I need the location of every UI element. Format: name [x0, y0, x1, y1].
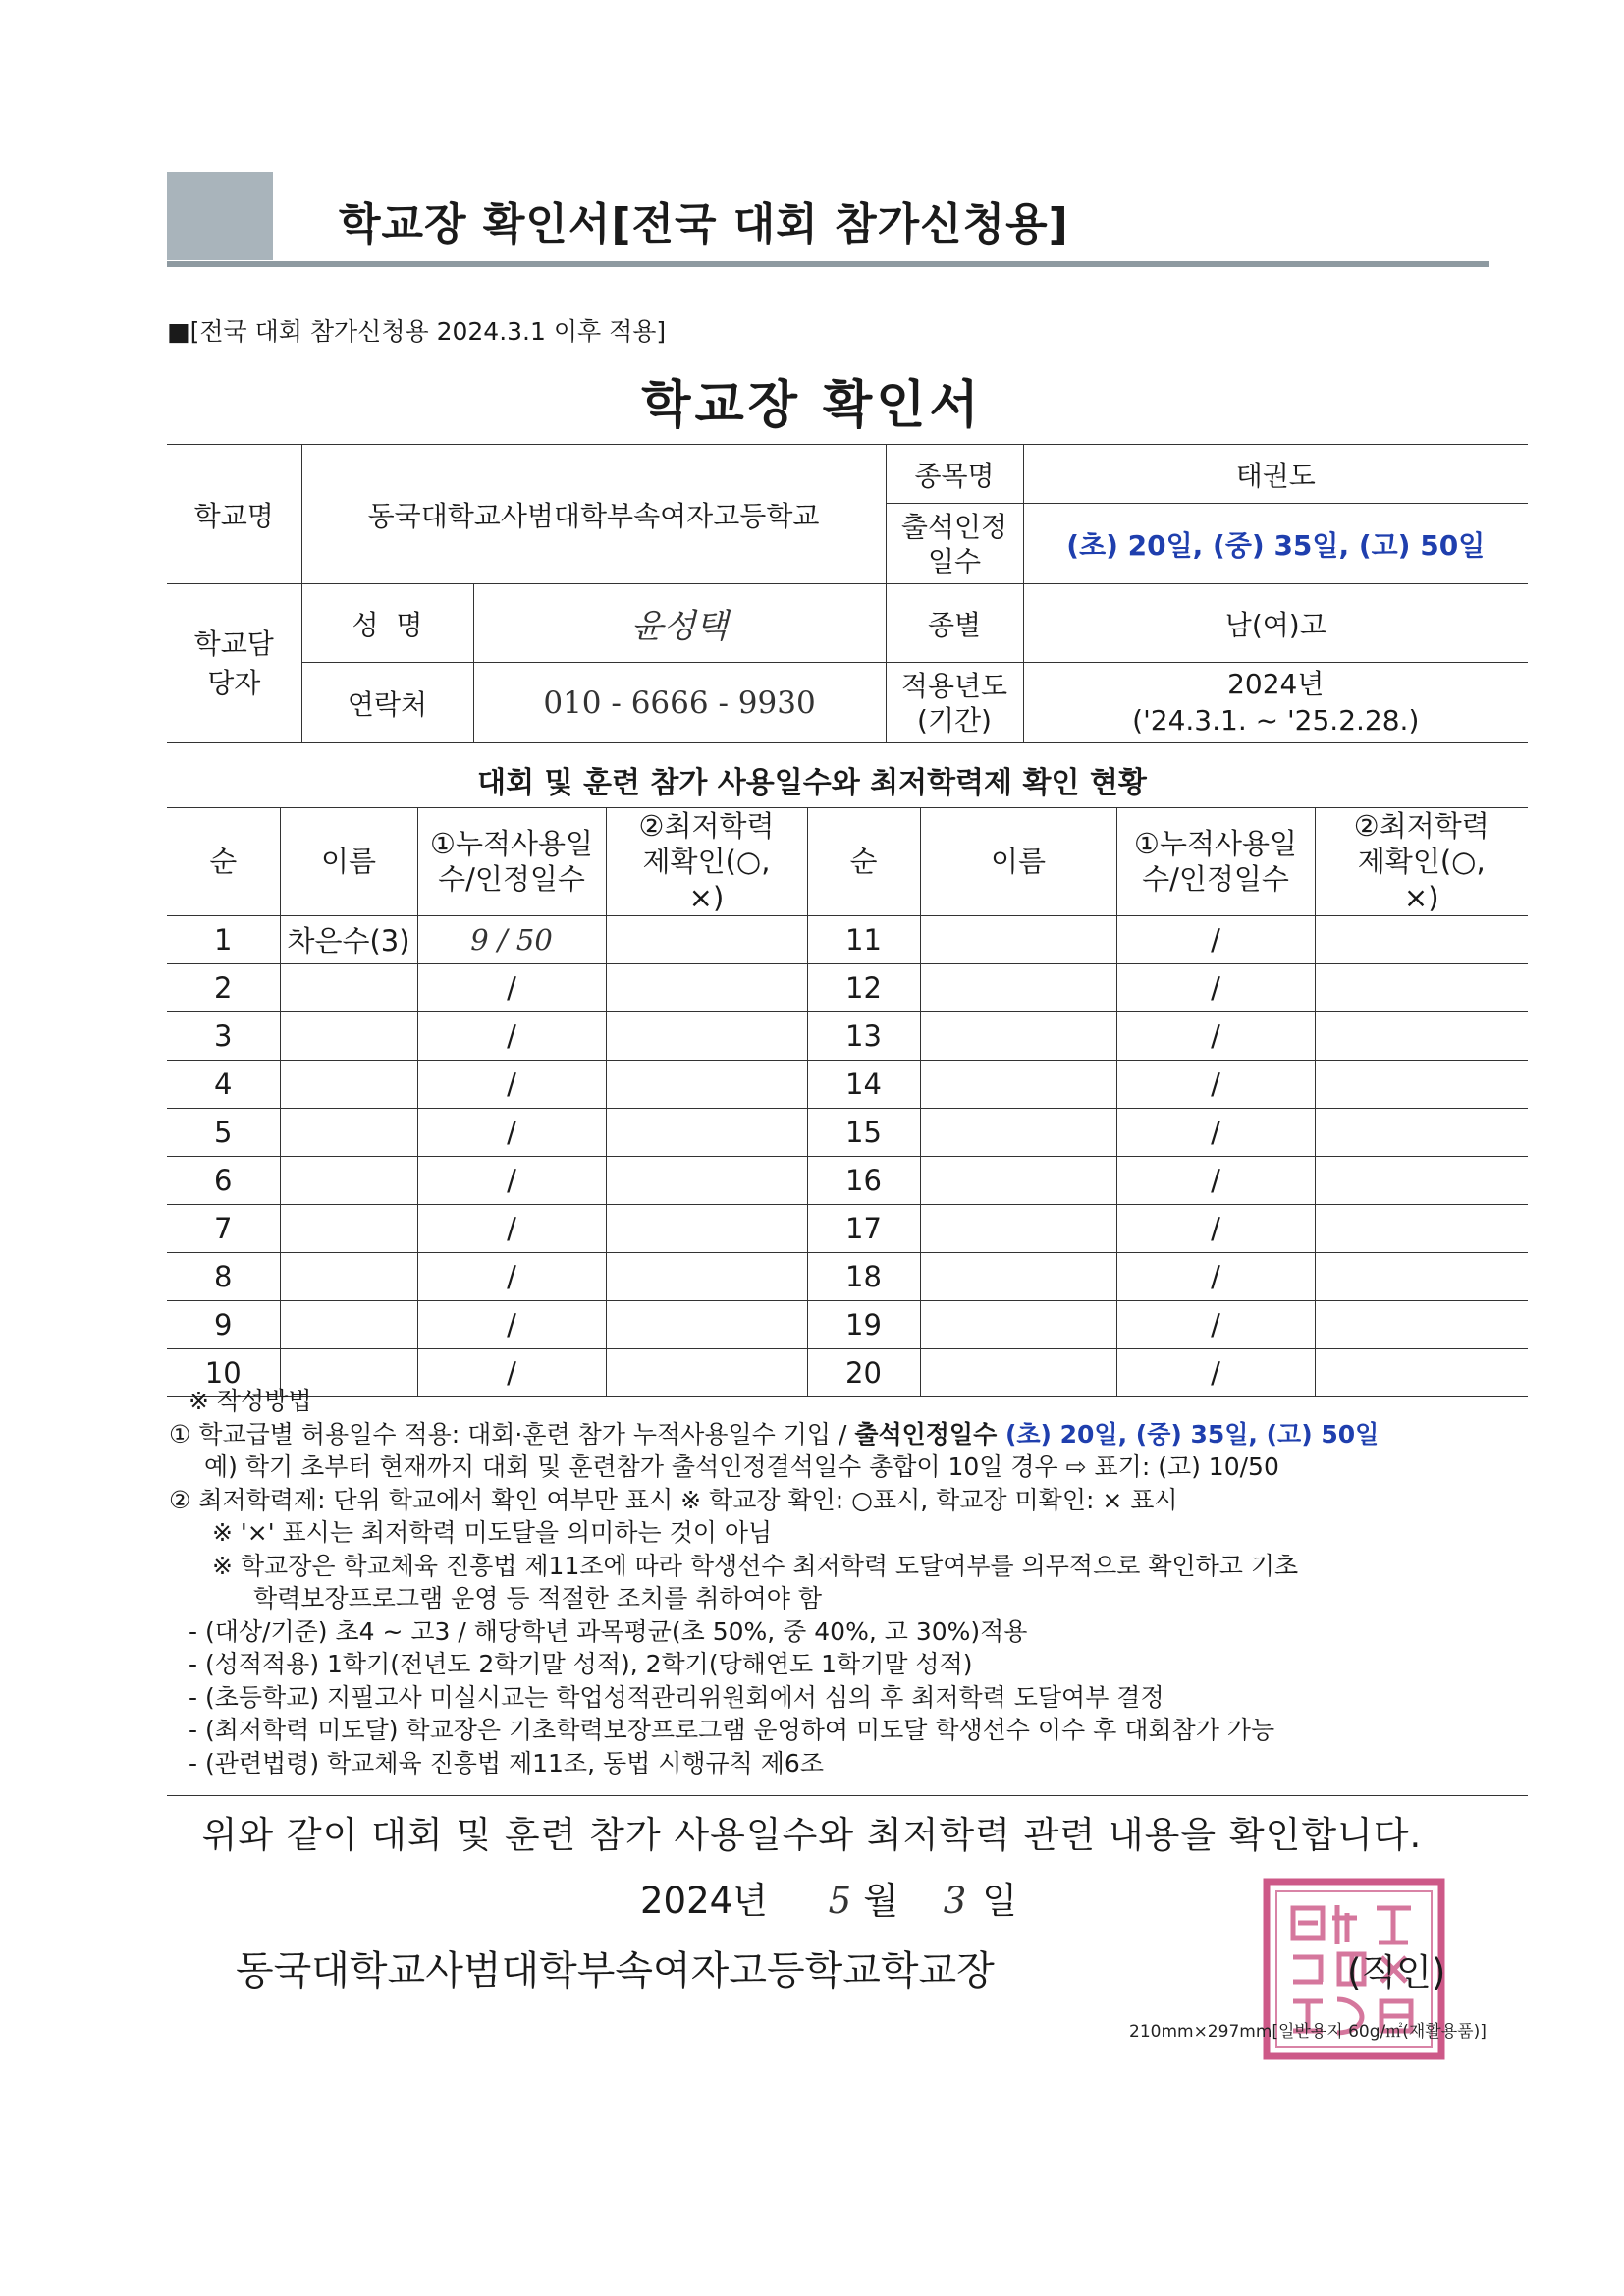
note-1-text: ① 학교급별 허용일수 적용: 대회·훈련 참가 누적사용일수 기입 / — [169, 1419, 855, 1449]
cell-check-right — [1315, 1011, 1528, 1060]
cell-days-left: / — [417, 1348, 606, 1396]
attendance-value: (초) 20일, (중) 35일, (고) 50일 — [1023, 504, 1528, 584]
cell-check-right — [1315, 1060, 1528, 1108]
subheader: ■[전국 대회 참가신청용 2024.3.1 이후 적용] — [167, 317, 667, 346]
signature-date — [640, 1871, 1017, 1924]
detail-5: - (관련법령) 학교체육 진흥법 제11조, 동법 시행규칙 제6조 — [189, 1748, 824, 1777]
cell-days-left: / — [417, 1060, 606, 1108]
note-2: ② 최저학력제: 단위 학교에서 확인 여부만 표시 ※ 학교장 확인: ○표시, 학교장 미확인: × 표시 — [169, 1485, 1178, 1514]
status-table-body — [167, 915, 1528, 1396]
cell-days-left: / — [417, 1300, 606, 1348]
event-value: 태권도 — [1023, 445, 1528, 504]
cell-no-left: 10 — [167, 1348, 280, 1396]
table-row — [167, 1156, 1528, 1204]
table-row — [167, 1300, 1528, 1348]
school-label: 학교명 — [167, 445, 301, 584]
detail-4: - (최저학력 미도달) 학교장은 기초학력보장프로그램 운영하여 미도달 학생선수 이수 후 대회참가 가능 — [189, 1716, 1275, 1744]
cell-days-right: / — [1116, 963, 1315, 1011]
cell-name-left — [280, 1156, 417, 1204]
cell-name-right — [920, 963, 1116, 1011]
year-value-year: 2024년 — [1227, 668, 1325, 701]
table-row — [167, 963, 1528, 1011]
notes — [169, 1385, 1534, 1779]
cell-days-left: / — [417, 1156, 606, 1204]
cell-name-left — [280, 1108, 417, 1156]
header-days-right-text: ①누적사용일수/인정일수 — [1133, 827, 1298, 897]
paper-size-note: 210mm×297mm[일반용지 60g/㎡(재활용품)] — [1129, 2022, 1487, 2042]
note-1-example: 예) 학기 초부터 현재까지 대회 및 훈련참가 출석인정결석일수 총합이 10일 경우 ⇨ 표기: (고) 10/50 — [204, 1452, 1279, 1481]
cell-name-right — [920, 1156, 1116, 1204]
detail-1: - (대상/기준) 초4 ~ 고3 / 해당학년 과목평균(초 50%, 중 40%, 고 30%)적용 — [189, 1616, 1028, 1646]
year-value-period: ('24.3.1. ~ '25.2.28.) — [1132, 703, 1420, 737]
year-label-text: 적용년도(기간) — [900, 669, 1008, 737]
notes-divider — [167, 1795, 1528, 1796]
cell-days-left: / — [417, 1011, 606, 1060]
cell-no-left: 6 — [167, 1156, 280, 1204]
cell-name-right — [920, 1204, 1116, 1252]
cell-check-right — [1315, 915, 1528, 963]
cell-name-right — [920, 1300, 1116, 1348]
header-check-right-text: ②최저학력제확인(○,×) — [1353, 809, 1489, 914]
confirmation-text: 위와 같이 대회 및 훈련 참가 사용일수와 최저학력 관련 내용을 확인합니다. — [201, 1814, 1423, 1856]
header-name-right: 이름 — [920, 808, 1116, 916]
cell-days-right: / — [1116, 1252, 1315, 1300]
cell-name-left — [280, 963, 417, 1011]
header-check-right — [1315, 808, 1528, 916]
staff-label — [167, 584, 301, 743]
header-check-left-text: ②최저학력제확인(○,×) — [638, 809, 775, 914]
cell-days-right: / — [1116, 1348, 1315, 1396]
note-1 — [169, 1418, 1534, 1451]
cell-no-right: 14 — [807, 1060, 920, 1108]
header-days-left — [417, 808, 606, 916]
cell-days-right: / — [1116, 1060, 1315, 1108]
header-no-right: 순 — [807, 808, 920, 916]
cell-name-right — [920, 1060, 1116, 1108]
date-day-unit: 일 — [982, 1880, 1018, 1922]
cell-name-right — [920, 1252, 1116, 1300]
cell-days-right: / — [1116, 915, 1315, 963]
staff-label-text: 학교담당자 — [193, 628, 274, 699]
event-label: 종목명 — [886, 445, 1023, 504]
cell-name-left: 차은수(3) — [280, 915, 417, 963]
year-value — [1023, 663, 1528, 743]
cell-no-right: 16 — [807, 1156, 920, 1204]
cell-no-left: 5 — [167, 1108, 280, 1156]
cell-check-left — [606, 915, 807, 963]
year-label — [886, 663, 1023, 743]
cell-days-right: / — [1116, 1156, 1315, 1204]
cell-days-right: / — [1116, 1011, 1315, 1060]
cell-name-right — [920, 1011, 1116, 1060]
cell-days-left: 9 / 50 — [417, 915, 606, 963]
cell-check-left — [606, 1300, 807, 1348]
cell-check-right — [1315, 1300, 1528, 1348]
banner-underline — [167, 261, 1489, 267]
table-row — [167, 1011, 1528, 1060]
header-check-left — [606, 808, 807, 916]
note-2-a: ※ '×' 표시는 최저학력 미도달을 의미하는 것이 아님 — [212, 1518, 773, 1547]
header-name-left: 이름 — [280, 808, 417, 916]
gender-label: 종별 — [886, 584, 1023, 663]
cell-no-left: 8 — [167, 1252, 280, 1300]
cell-no-right: 20 — [807, 1348, 920, 1396]
note-2-b: ※ 학교장은 학교체육 진흥법 제11조에 따라 학생선수 최저학력 도달여부를 의무적으로 확인하고 기초 — [212, 1551, 1299, 1580]
attendance-label-text: 출석인정일수 — [900, 510, 1008, 577]
date-month: 5 — [828, 1880, 852, 1922]
cell-no-right: 15 — [807, 1108, 920, 1156]
table-row — [167, 915, 1528, 963]
cell-check-right — [1315, 1204, 1528, 1252]
date-month-unit: 월 — [863, 1880, 898, 1922]
cell-days-left: / — [417, 963, 606, 1011]
cell-days-right: / — [1116, 1300, 1315, 1348]
cell-name-left — [280, 1204, 417, 1252]
cell-check-left — [606, 1252, 807, 1300]
cell-check-left — [606, 1108, 807, 1156]
cell-name-right — [920, 1108, 1116, 1156]
cell-no-left: 1 — [167, 915, 280, 963]
date-year: 2024년 — [640, 1880, 768, 1922]
cell-check-right — [1315, 1156, 1528, 1204]
cell-no-right: 12 — [807, 963, 920, 1011]
cell-name-left — [280, 1060, 417, 1108]
cell-check-left — [606, 1011, 807, 1060]
note-1-days: (초) 20일, (중) 35일, (고) 50일 — [1004, 1419, 1380, 1449]
cell-no-left: 2 — [167, 963, 280, 1011]
cell-no-left: 7 — [167, 1204, 280, 1252]
name-label: 성 명 — [301, 584, 473, 663]
cell-no-right: 13 — [807, 1011, 920, 1060]
cell-check-left — [606, 963, 807, 1011]
cell-name-left — [280, 1300, 417, 1348]
table-row — [167, 1108, 1528, 1156]
name-value: 윤성택 — [473, 584, 886, 663]
cell-days-left: / — [417, 1204, 606, 1252]
document-title: 학교장 확인서 — [641, 376, 983, 435]
cell-check-left — [606, 1204, 807, 1252]
header-days-right — [1116, 808, 1315, 916]
principal-name: 동국대학교사범대학부속여자고등학교학교장 — [236, 1948, 995, 1994]
detail-2: - (성적적용) 1학기(전년도 2학기말 성적), 2학기(당해연도 1학기말 성적) — [189, 1650, 973, 1678]
cell-no-right: 17 — [807, 1204, 920, 1252]
cell-days-left: / — [417, 1252, 606, 1300]
date-day: 3 — [943, 1880, 967, 1922]
cell-name-right — [920, 915, 1116, 963]
cell-check-right — [1315, 963, 1528, 1011]
cell-days-right: / — [1116, 1108, 1315, 1156]
contact-label: 연락처 — [301, 663, 473, 743]
header-no-left: 순 — [167, 808, 280, 916]
note-1-bold: 출석인정일수 — [854, 1419, 1005, 1449]
header-days-left-text: ①누적사용일수/인정일수 — [429, 827, 594, 897]
banner-square — [167, 172, 273, 260]
attendance-label — [886, 504, 1023, 584]
banner-title: 학교장 확인서[전국 대회 참가신청용] — [339, 199, 1069, 249]
section-title: 대회 및 훈련 참가 사용일수와 최저학력제 확인 현황 — [477, 766, 1147, 800]
seal-label: (직인) — [1347, 1951, 1446, 1994]
contact-value: 010 - 6666 - 9930 — [473, 663, 886, 743]
cell-check-left — [606, 1060, 807, 1108]
cell-days-right: / — [1116, 1204, 1315, 1252]
note-2-c: 학력보장프로그램 운영 등 적절한 조치를 취하여야 함 — [253, 1584, 822, 1613]
table-row — [167, 1060, 1528, 1108]
cell-no-right: 11 — [807, 915, 920, 963]
cell-no-right: 18 — [807, 1252, 920, 1300]
cell-no-left: 4 — [167, 1060, 280, 1108]
gender-value: 남(여)고 — [1023, 584, 1528, 663]
cell-no-left: 3 — [167, 1011, 280, 1060]
cell-check-right — [1315, 1108, 1528, 1156]
cell-no-left: 9 — [167, 1300, 280, 1348]
info-table — [167, 444, 1528, 743]
detail-3: - (초등학교) 지필고사 미실시교는 학업성적관리위원회에서 심의 후 최저학력 도달여부 결정 — [189, 1682, 1164, 1712]
table-row — [167, 1252, 1528, 1300]
cell-days-left: / — [417, 1108, 606, 1156]
status-table — [167, 807, 1528, 1397]
cell-check-left — [606, 1156, 807, 1204]
cell-name-left — [280, 1252, 417, 1300]
school-value: 동국대학교사범대학부속여자고등학교 — [301, 445, 886, 584]
table-row — [167, 1204, 1528, 1252]
cell-no-right: 19 — [807, 1300, 920, 1348]
cell-name-left — [280, 1011, 417, 1060]
cell-check-right — [1315, 1252, 1528, 1300]
notes-heading: ※ 작성방법 — [189, 1387, 312, 1415]
